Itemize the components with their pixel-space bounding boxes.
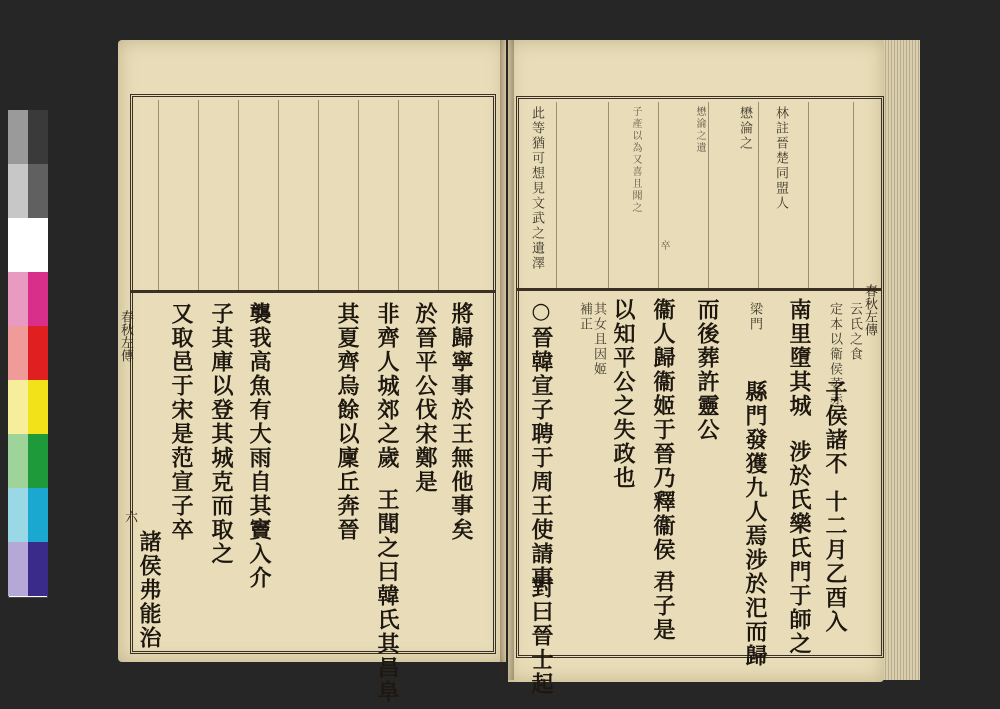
text-column: 子其庫以登其城克而取之 bbox=[208, 302, 234, 566]
left-margin-label: 春秋左傳 bbox=[118, 310, 133, 362]
text-column: 子侯諸不 bbox=[822, 380, 848, 476]
commentary-column: 卒 bbox=[658, 240, 669, 252]
commentary-column: 懋淪之 bbox=[737, 106, 752, 151]
commentary-column: 子產以為又喜且聞之 bbox=[630, 106, 641, 214]
text-column: 王聞之曰韓氏其昌阜 bbox=[374, 488, 400, 704]
text-column: ○晉韓宣子聘于周王使請事 bbox=[528, 298, 554, 590]
text-column: 涉於氏樂氏門于師之 bbox=[786, 440, 812, 656]
page-edges bbox=[880, 40, 920, 680]
text-column: 而後葬許靈公 bbox=[694, 298, 720, 442]
right-margin-label: 春秋左傳 bbox=[862, 284, 877, 336]
text-column: 其女且因姬 bbox=[591, 302, 606, 377]
page-marker: 六 bbox=[122, 510, 137, 523]
text-column: 將歸寧事於王無他事矣 bbox=[448, 302, 474, 542]
text-column: 衞人歸衞姬于晉乃釋衞侯 bbox=[650, 298, 676, 562]
right-page bbox=[508, 40, 884, 696]
color-calibration-card bbox=[8, 110, 48, 598]
text-column: 非齊人城郊之歲 bbox=[374, 302, 400, 470]
text-column: 南里墮其城 bbox=[786, 298, 812, 418]
text-column: 君子是 bbox=[650, 570, 676, 642]
book-gutter bbox=[500, 40, 514, 680]
commentary-column: 懋淪之遺 bbox=[694, 106, 705, 154]
text-column: 又取邑于宋是范宣子卒 bbox=[168, 302, 194, 542]
commentary-column: 此等猶可想見文武之遺澤 bbox=[529, 106, 544, 271]
text-column: 其夏齊烏餘以廩丘奔晉 bbox=[334, 302, 360, 542]
text-column: 襲我高魚有大雨自其竇入介 bbox=[246, 302, 272, 590]
text-column: 梁門 bbox=[747, 302, 762, 332]
text-column: 縣門發獲九人焉涉於汜而歸 bbox=[742, 380, 768, 668]
commentary-column: 林註晉楚同盟人 bbox=[773, 106, 788, 211]
text-column: 云氏之食 bbox=[847, 302, 862, 362]
left-page bbox=[118, 40, 506, 704]
text-column: 十二月乙酉入 bbox=[822, 490, 848, 634]
text-column: 補正 bbox=[577, 302, 592, 332]
text-column: 對曰晉士起 bbox=[528, 576, 554, 696]
text-column: 於晉平公伐宋鄭是 bbox=[412, 302, 438, 494]
text-column: 定本以衛侯萎赤 bbox=[827, 302, 842, 407]
text-column: 以知平公之失政也 bbox=[610, 298, 636, 490]
text-column: 諸侯弗能治 bbox=[136, 530, 162, 650]
